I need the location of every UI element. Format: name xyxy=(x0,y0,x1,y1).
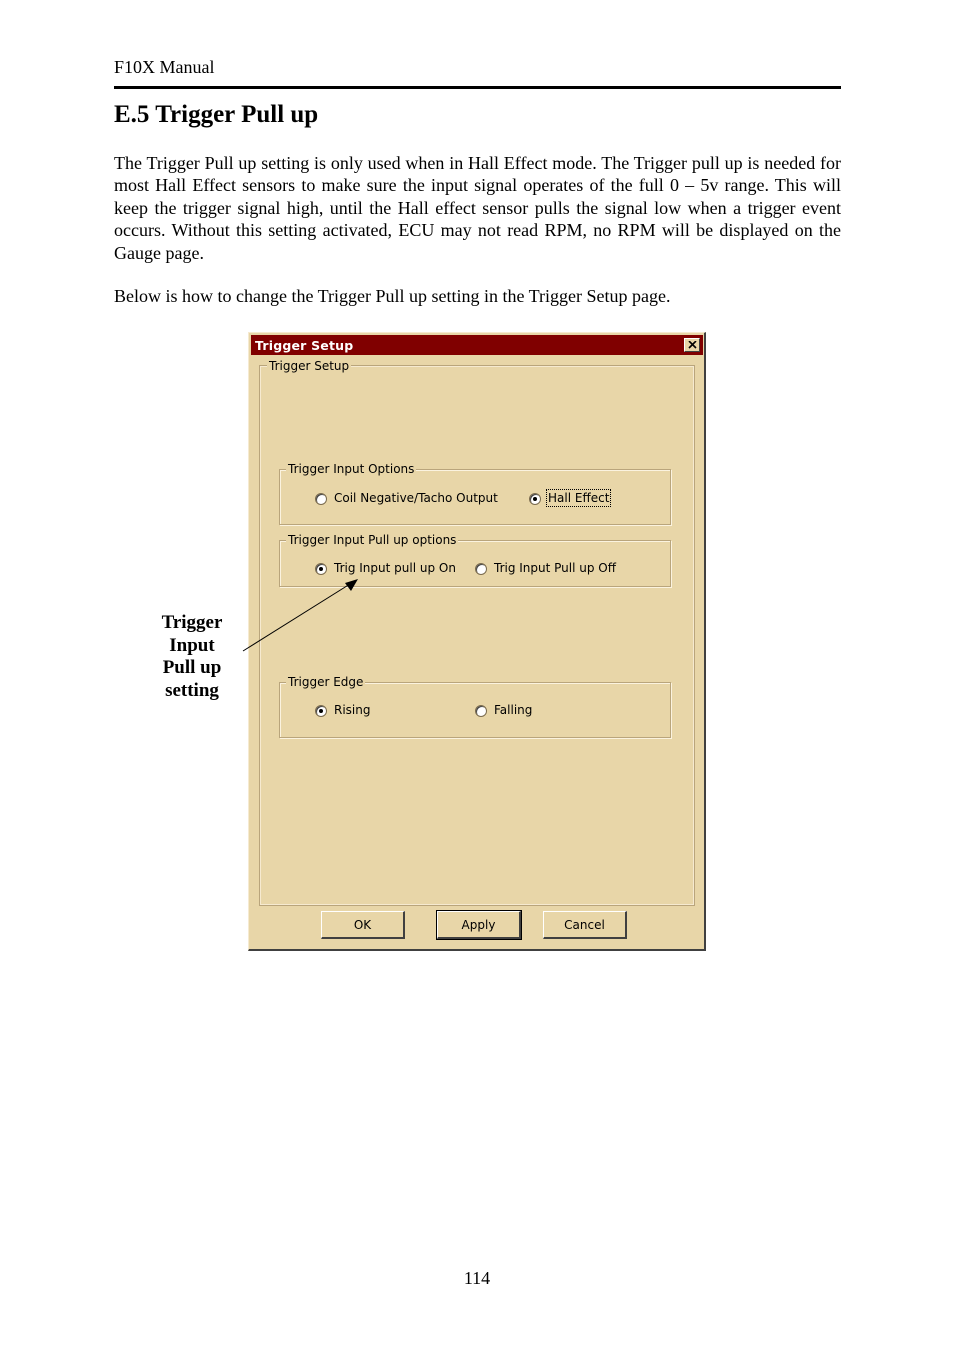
trigger-setup-dialog xyxy=(248,332,706,951)
running-header: F10X Manual xyxy=(114,57,215,77)
page-number: 114 xyxy=(463,1268,491,1288)
radio-circle[interactable] xyxy=(475,705,487,717)
cancel-button[interactable]: Cancel xyxy=(543,911,627,939)
callout-label xyxy=(142,612,242,702)
section-title: E.5 Trigger Pull up xyxy=(114,101,319,128)
radio-label: Rising xyxy=(334,703,371,717)
trigger-setup-frame xyxy=(260,359,694,905)
trigger-edge-group xyxy=(279,675,671,738)
radio-label: Hall Effect xyxy=(548,491,610,505)
callout-line: setting xyxy=(165,679,219,701)
radio-circle[interactable] xyxy=(529,493,541,505)
group-legend: Trigger Input Options xyxy=(288,462,415,476)
callout-line: Pull up xyxy=(162,657,222,678)
close-button[interactable] xyxy=(684,338,700,352)
trigger-input-options-group xyxy=(279,462,671,525)
close-icon xyxy=(688,341,697,349)
radio-label: Trig Input pull up On xyxy=(334,561,456,575)
apply-button[interactable]: Apply xyxy=(437,911,521,939)
radio-label: Falling xyxy=(494,703,533,717)
intro-paragraph: The Trigger Pull up setting is only used when in Hall Effect mode. The Trigger pull up is needed for most Hall Effect sensors to make sure the input signal operates of the full 0 – 5v range. This will keep the trigger signal high, until the Hall effect sensor pulls the signal low when a trigger event occurs. Without this setting activated, ECU may not read RPM, no RPM will be displayed on the Gauge page. xyxy=(114,153,841,263)
dialog-titlebar[interactable] xyxy=(251,335,703,355)
radio-circle[interactable] xyxy=(315,493,327,505)
radio-circle[interactable] xyxy=(475,563,487,575)
radio-label: Trig Input Pull up Off xyxy=(494,561,617,575)
dialog-title: Trigger Setup xyxy=(255,338,354,353)
callout-line: Input xyxy=(169,634,215,656)
instruction-paragraph: Below is how to change the Trigger Pull up setting in the Trigger Setup page. xyxy=(114,286,671,306)
ok-button[interactable]: OK xyxy=(321,911,405,939)
trigger-pullup-options-group xyxy=(279,533,671,587)
radio-label: Coil Negative/Tacho Output xyxy=(334,491,498,505)
group-legend: Trigger Input Pull up options xyxy=(288,533,457,547)
callout-line: Trigger xyxy=(161,612,223,633)
header-rule xyxy=(114,86,841,89)
group-legend: Trigger Edge xyxy=(288,675,364,689)
frame-legend: Trigger Setup xyxy=(269,359,350,373)
radio-circle[interactable] xyxy=(315,705,327,717)
radio-circle[interactable] xyxy=(315,563,327,575)
